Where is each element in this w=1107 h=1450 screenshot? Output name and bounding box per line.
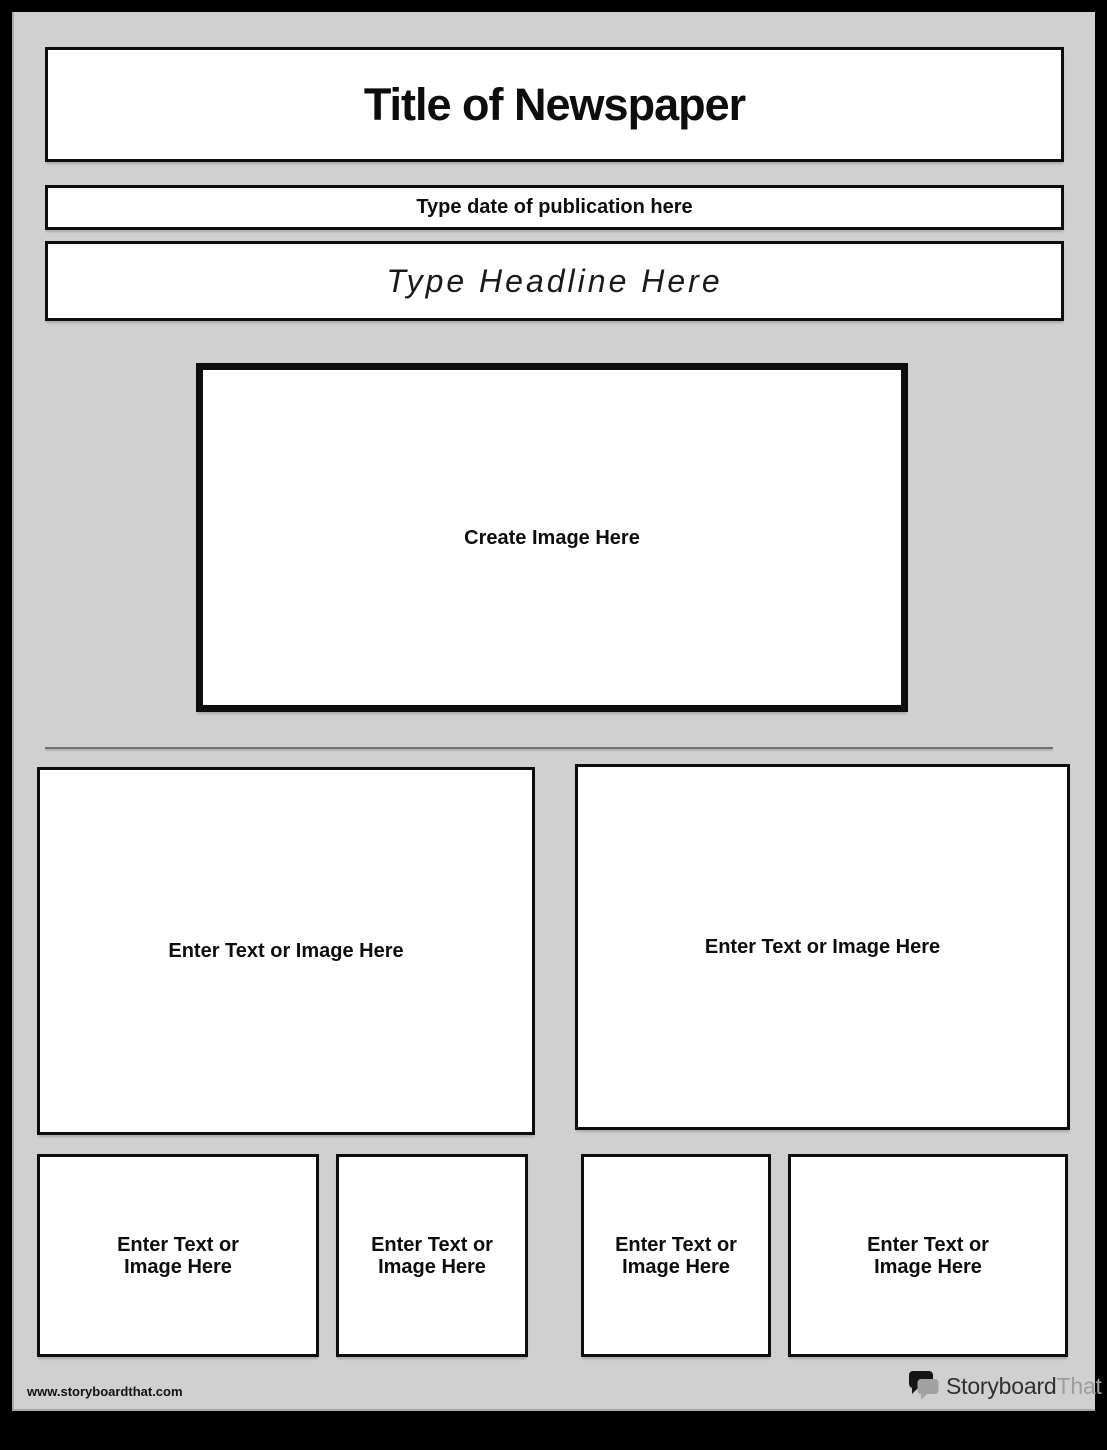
small-box-2[interactable] [336,1154,528,1357]
newspaper-title-box[interactable] [45,47,1064,162]
small-box-4-line2: Image Here [874,1255,982,1278]
logo-text-that: That [1056,1372,1102,1399]
speech-bubbles-icon [908,1369,942,1403]
small-box-2-line1: Enter Text or [371,1233,493,1256]
headline-box[interactable] [45,241,1064,321]
small-box-3-label [615,1234,737,1278]
small-box-1-line1: Enter Text or [117,1233,239,1256]
small-box-2-label [371,1234,493,1278]
small-box-3-line1: Enter Text or [615,1233,737,1256]
small-box-2-line2: Image Here [378,1255,486,1278]
article-box-right-label: Enter Text or Image Here [704,936,941,958]
article-box-right[interactable] [575,764,1070,1130]
main-image-placeholder-label: Create Image Here [464,526,640,549]
small-box-3-line2: Image Here [622,1255,730,1278]
headline-text: Type Headline Here [386,262,723,299]
logo-text-storyboard: Storyboard [946,1372,1057,1399]
small-box-4[interactable] [788,1154,1068,1357]
storyboardthat-logo [908,1368,1102,1404]
small-box-1-line2: Image Here [124,1255,232,1278]
small-box-3[interactable] [581,1154,771,1357]
newspaper-title-text: Title of Newspaper [363,78,746,130]
small-box-1[interactable] [37,1154,319,1357]
publication-date-box[interactable] [45,185,1064,230]
article-box-left-label: Enter Text or Image Here [168,940,404,962]
main-image-placeholder-box[interactable] [196,363,908,712]
article-box-left[interactable] [37,767,535,1135]
section-divider-line [45,747,1053,749]
storyboardthat-logo-text [946,1373,1102,1400]
small-box-1-label [117,1234,239,1278]
page-background [12,12,1102,1411]
small-box-4-line1: Enter Text or [867,1233,989,1256]
small-box-4-label [867,1234,989,1278]
website-url-text: www.storyboardthat.com [27,1384,183,1399]
publication-date-text: Type date of publication here [416,196,693,218]
